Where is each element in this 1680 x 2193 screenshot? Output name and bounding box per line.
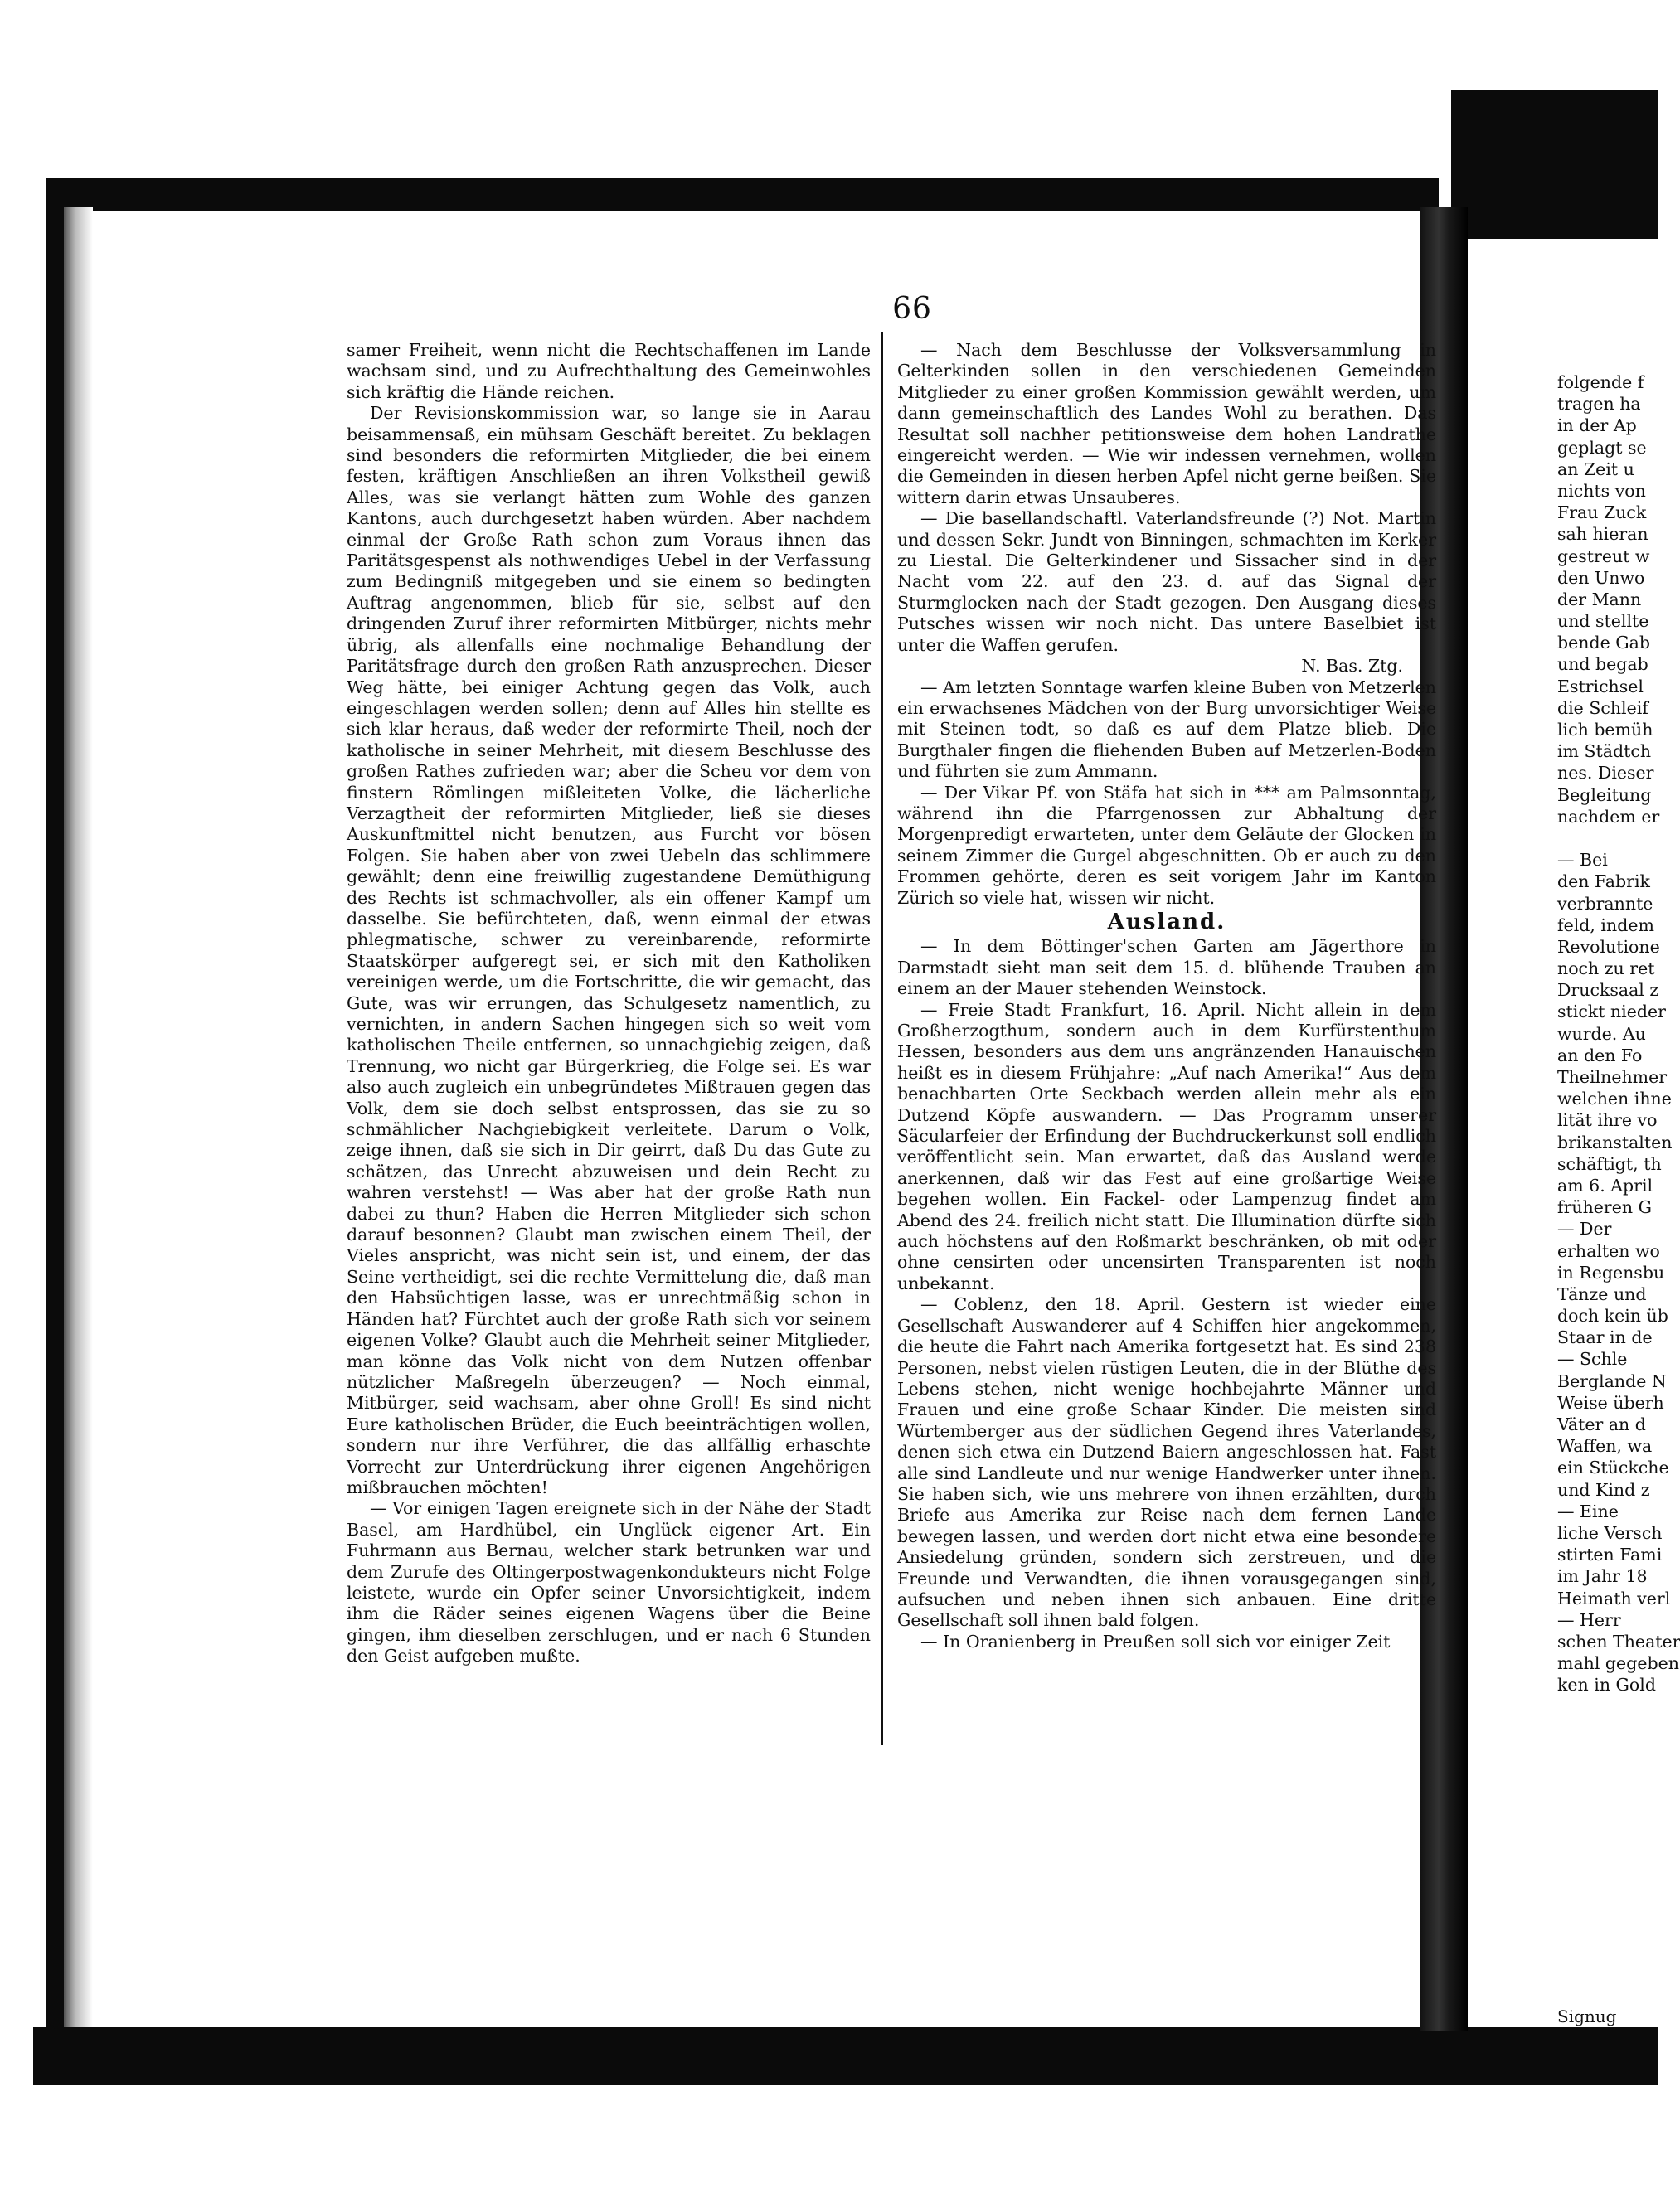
fragment-line: Weise überh xyxy=(1557,1392,1664,1413)
fragment-line: doch kein üb xyxy=(1557,1306,1668,1327)
fragment-line: und Kind z xyxy=(1557,1479,1650,1500)
fragment-line: — Bei xyxy=(1557,850,1608,871)
fragment-line: — Eine xyxy=(1557,1501,1619,1521)
fragment-line: — Schle xyxy=(1557,1349,1628,1370)
fragment-line: gestreut w xyxy=(1557,546,1650,566)
fragment-line: Heimath verl xyxy=(1557,1588,1671,1608)
article-paragraph: — Der Vikar Pf. von Stäfa hat sich in *** am Palmsonntag, während ihn die Pfarrgenossen zur Abhaltung der Morgenpredigt erwarteten, unter dem Geläute der Glocken in seinem Zimmer die Gurgel abgeschnitten. Ob er auch zu den Frommen gehörte, deren es seit vorigem Jahr im Kanton Zürich so viele hat, wissen wir nicht. xyxy=(897,782,1436,908)
fragment-line: nachdem er xyxy=(1557,806,1660,827)
fragment-line: bende Gab xyxy=(1557,633,1650,653)
fragment-line: Väter an d xyxy=(1557,1414,1646,1434)
fragment-line: schen Theater xyxy=(1557,1631,1680,1652)
article-paragraph: Der Revisionskommission war, so lange sie in Aarau beisammensaß, ein mühsam Geschäft bereitet. Zu beklagen sind besonders die reformirten Mitglieder, die bei einem festen, kräftigen Anschließen an ihren Volkstheil gewiß Alles, was sie verlangt hätten zum Wohle des ganzen Kantons, auch durchgesetzt haben würden. Aber nachdem einmal der Große Rath schon zum Voraus ihnen das Paritätsgespenst als nothwendiges Uebel in der Verfassung zum Bedingniß mitgegeben und sie einem so bedingten Auftrag angenommen, blieb für sie, selbst auf den dringenden Zuruf ihrer reformirten Mitbürger, nichts mehr übrig, als allenfalls eine nochmalige Behandlung der Paritätsfrage durch den großen Rath anzusprechen. Dieser Weg hätte, bei einiger Achtung gegen das Volk, auch eingeschlagen werden sollen; denn auf Alles hin stellte es sich klar heraus, daß weder der reformirte Theil, noch der katholische in seiner Mehrheit, mit diesem Beschlusse des großen Rathes zufrieden war; aber die Scheu vor dem von finstern Römlingen mißleiteten Volke, die lächerliche Verzagtheit der reformirten Mitglieder, ließ sie dieses Auskunftmittel nicht benutzen, aus Furcht vor bösen Folgen. Sie haben aber von zwei Uebeln das schlimmere gewählt; denn eine freiwillig zugestandene Demüthigung des Rechts ist schmachvoller, als ein offener Kampf um dasselbe. Sie befürchteten, daß, wenn einmal der etwas phlegmatische, schwer zu vereinbarende, reformirte Staatskörper aufgeregt sei, er sich mit den Katholiken vereinigen werde, um die Fortschritte, die wir gemacht, das Gute, was wir errungen, das Schulgesetz namentlich, zu vernichten, in andern Sachen hingegen sich so weit vom katholischen Theile entfernen, so unnachgiebig zeigen, daß Trennung, wo nicht gar Bürgerkrieg, die Folge sei. Es war also auch zugleich ein unbegründetes Mißtrauen gegen das Volk, dem sie doch selbst entsprossen, das sie zu so schmählicher Nachgiebigkeit verleitete. Darum o Volk, zeige ihnen, daß sie sich in Dir geirrt, daß Du das Gute zu schätzen, das Unrecht abzuweisen und dein Recht zu wahren verstehst! — Was aber hat der große Rath nun dabei zu thun? Haben die Herren Mitglieder sich schon darauf besonnen? Glaubt man zwischen einem Theil, der Vieles anspricht, was nicht sein ist, und einem, der das Seine vertheidigt, sei die rechte Vermittelung die, daß man den Habsüchtigen lasse, was er unrechtmäßig schon in Händen hat? Fürchtet auch der große Rath sich vor seinem eigenen Volke? Glaubt auch die Mehrheit seiner Mitglieder, man könne das Volk nicht von dem Nutzen offenbar nützlicher Maßregeln überzeugen? — Noch einmal, Mitbürger, seid wachsam, aber ohne Groll! Es sind nicht Eure katholischen Brüder, die Euch beeinträchtigen wollen, sondern nur ihre Verführer, die das allfällig erhaschte Vorrecht zur Unterdrückung ihrer eigenen Angehörigen mißbrauchen möchten! xyxy=(347,403,871,1497)
article-paragraph: — In Oranienberg in Preußen soll sich vor einiger Zeit xyxy=(920,1631,1391,1652)
scan-dark-border-left xyxy=(46,178,64,2035)
fragment-line: lich bemüh xyxy=(1557,720,1653,740)
fragment-line: erhalten wo xyxy=(1557,1240,1660,1261)
fragment-line: verbrannte xyxy=(1557,893,1653,914)
fragment-line: wurde. Au xyxy=(1557,1023,1646,1044)
fragment-line: an Zeit u xyxy=(1557,458,1634,479)
fragment-line: Drucksaal z xyxy=(1557,980,1659,1001)
page-edge-shadow xyxy=(64,207,93,2031)
fragment-line: den Fabrik xyxy=(1557,871,1650,892)
fragment-line: — Herr xyxy=(1557,1609,1621,1630)
fragment-line: ken in Gold xyxy=(1557,1675,1656,1696)
fragment-line: im Jahr 18 xyxy=(1557,1566,1648,1587)
fragment-line: Estrichsel xyxy=(1557,676,1644,696)
fragment-line: feld, indem xyxy=(1557,915,1654,935)
fragment-line: und stellte xyxy=(1557,611,1649,632)
fragment-line: welchen ihne xyxy=(1557,1089,1672,1109)
fragment-line: Waffen, wa xyxy=(1557,1436,1653,1457)
right-column xyxy=(897,340,1436,1652)
fragment-line: früheren G xyxy=(1557,1197,1652,1218)
fragment-line: schäftigt, th xyxy=(1557,1153,1662,1174)
fragment-line: Berglande N xyxy=(1557,1371,1667,1391)
fragment-line: stickt nieder xyxy=(1557,1002,1666,1022)
fragment-line: nichts von xyxy=(1557,480,1646,501)
article-paragraph: — Vor einigen Tagen ereignete sich in der Nähe der Stadt Basel, am Hardhübel, ein Unglück eigener Art. Ein Fuhrmann aus Bernau, welcher stark betrunken war und dem Zurufe des Oltingerpostwagenkondukteurs nicht Folge leistete, wurde ein Opfer seiner Unvorsichtigkeit, indem ihm die Räder seines eigenen Wagens über die Beine gingen, ihm dieselben zerschlugen, und er nach 6 Stunden den Geist aufgeben mußte. xyxy=(347,1498,871,1667)
fragment-line: Revolutione xyxy=(1557,936,1660,957)
fragment-line: in Regensbu xyxy=(1557,1262,1665,1283)
left-column xyxy=(347,340,871,1667)
fragment-line: am 6. April xyxy=(1557,1175,1653,1196)
section-heading: Ausland. xyxy=(1107,909,1226,934)
fragment-line: an den Fo xyxy=(1557,1045,1643,1065)
fragment-line: in der Ap xyxy=(1557,415,1637,436)
fragment-line: die Schleif xyxy=(1557,697,1648,718)
fragment-line: Begleitung xyxy=(1557,784,1652,805)
fragment-line: und begab xyxy=(1557,654,1648,675)
fragment-line: den Unwo xyxy=(1557,567,1645,588)
article-paragraph: — Am letzten Sonntage warfen kleine Buben von Metzerlen ein erwachsenes Mädchen von der Burg unvorsichtiger Weise mit Steinen todt, so daß es auf dem Platze blieb. Die Burgthaler fingen die fliehenden Buben auf Metzerlen-Boden und führten sie zum Ammann. xyxy=(897,677,1437,782)
scan-dark-border-bottom xyxy=(33,2027,1658,2085)
fragment-line: nes. Dieser xyxy=(1557,763,1654,784)
fragment-line: tragen ha xyxy=(1557,394,1641,415)
article-paragraph: — Coblenz, den 18. April. Gestern ist wieder eine Gesellschaft Auswanderer auf 4 Schiffen hier angekommen, die heute die Fahrt nach Amerika fortgesetzt hat. Es sind 238 Personen, nebst vielen rüstigen Leuten, die in der Blüthe des Lebens stehen, nicht wenige hochbejahrte Männer und Frauen und eine große Schaar Kinder. Die meisten sind Würtemberger aus der südlichen Gegend ihres Vaterlandes, denen sich etwa ein Dutzend Baiern angeschlossen hat. Fast alle sind Landleute und nur wenige Handwerker unter ihnen. Sie haben sich, wie uns mehrere von ihnen erzählten, durch Briefe aus Amerika zur Reise nach dem fernen Lande bewegen lassen, und werden dort nicht etwa eine besondere Ansiedelung gründen, sondern sich zerstreuen, und die Freunde und Verwandten, die ihnen vorausgegangen sind, aufsuchen und neben ihnen sich anbauen. Eine dritte Gesellschaft soll ihnen bald folgen. xyxy=(897,1294,1436,1631)
fragment-line: liche Versch xyxy=(1557,1522,1663,1543)
article-paragraph: — Nach dem Beschlusse der Volksversammlung in Gelterkinden sollen in den verschiedenen Gemeinden Mitglieder zu einer großen Kommission gewählt werden, um dann gemeinschaftlich des Landes Wohl zu berathen. Das Resultat soll nachher petitionsweise dem hohen Landrathe eingereicht werden. — Wie wir indessen vernehmen, wollen die Gemeinden in diesen herben Apfel nicht gerne beißen. Sie wittern darin etwas Unsauberes. xyxy=(897,340,1436,507)
fragment-line: mahl gegeben xyxy=(1557,1653,1679,1674)
fragment-line: stirten Fami xyxy=(1557,1545,1663,1565)
fragment-line: Frau Zuck xyxy=(1557,502,1647,523)
scan-dark-border-top xyxy=(46,178,1439,211)
fragment-line: folgende f xyxy=(1557,372,1644,392)
article-paragraph: samer Freiheit, wenn nicht die Rechtschaffenen im Lande wachsam sind, und zu Aufrechthaltung des Gemeinwohles sich kräftig die Hände reichen. xyxy=(347,340,871,402)
fragment-line: Staar in de xyxy=(1557,1327,1653,1348)
fragment-line: Tänze und xyxy=(1557,1283,1647,1304)
fragment-line xyxy=(1557,827,1658,849)
fragment-line: sah hieran xyxy=(1557,524,1648,545)
page-number: 66 xyxy=(892,292,932,326)
scan-dark-border-top-right xyxy=(1451,90,1658,239)
fragment-line: der Mann xyxy=(1557,589,1642,609)
fragment-line: noch zu ret xyxy=(1557,958,1655,979)
next-page-bottom-fragment: Signug xyxy=(1557,2006,1617,2026)
fragment-line: Theilnehmer xyxy=(1557,1067,1668,1087)
next-page-column-fragment xyxy=(1557,371,1680,1696)
fragment-line: lität ihre vo xyxy=(1557,1110,1658,1131)
fragment-line: brikanstalten xyxy=(1557,1132,1673,1152)
column-divider-rule xyxy=(881,332,883,1745)
fragment-line: — Der xyxy=(1557,1219,1612,1240)
article-paragraph: — Die basellandschaftl. Vaterlandsfreunde (?) Not. Martin und dessen Sekr. Jundt von Binningen, schmachten im Kerker zu Liestal. Die Gelterkindener und Sissacher sind in der Nacht vom 22. auf den 23. d. auf das Signal der Sturmglocken nach der Stadt gezogen. Den Ausgang dieses Putsches wissen wir noch nicht. Das untere Baselbiet ist unter die Waffen gerufen. xyxy=(897,508,1436,655)
fragment-line: ein Stückche xyxy=(1557,1458,1669,1478)
article-paragraph: — Freie Stadt Frankfurt, 16. April. Nicht allein in dem Großherzogthum, sondern auch in dem Kurfürstenthum Hessen, besonders aus dem uns angränzenden Hanauischen heißt es in diesem Frühjahre: „Auf nach Amerika!“ Aus dem benachbarten Orte Seckbach werden allein mehr als ein Dutzend Köpfe auswandern. — Das Programm unserer Säcularfeier der Erfindung der Buchdruckerkunst soll endlich veröffentlicht sein. Man erwartet, daß das Ausland werde anerkennen, daß wir das Fest auf eine großartige Weise begehen wollen. Ein Fackel- oder Lampenzug findet am Abend des 24. freilich nicht statt. Die Illumination dürfte sich auch höchstens auf den Roßmarkt beschränken, ob mit oder ohne censirten oder uncensirten Transparenten ist noch unbekannt. xyxy=(897,999,1436,1293)
fragment-line: geplagt se xyxy=(1557,437,1647,458)
article-paragraph: — In dem Böttinger'schen Garten am Jägerthore in Darmstadt sieht man seit dem 15. d. blühende Trauben an einem an der Mauer stehenden Weinstock. xyxy=(897,936,1436,999)
source-note: N. Bas. Ztg. xyxy=(1301,656,1403,677)
fragment-line: im Städtch xyxy=(1557,741,1652,762)
